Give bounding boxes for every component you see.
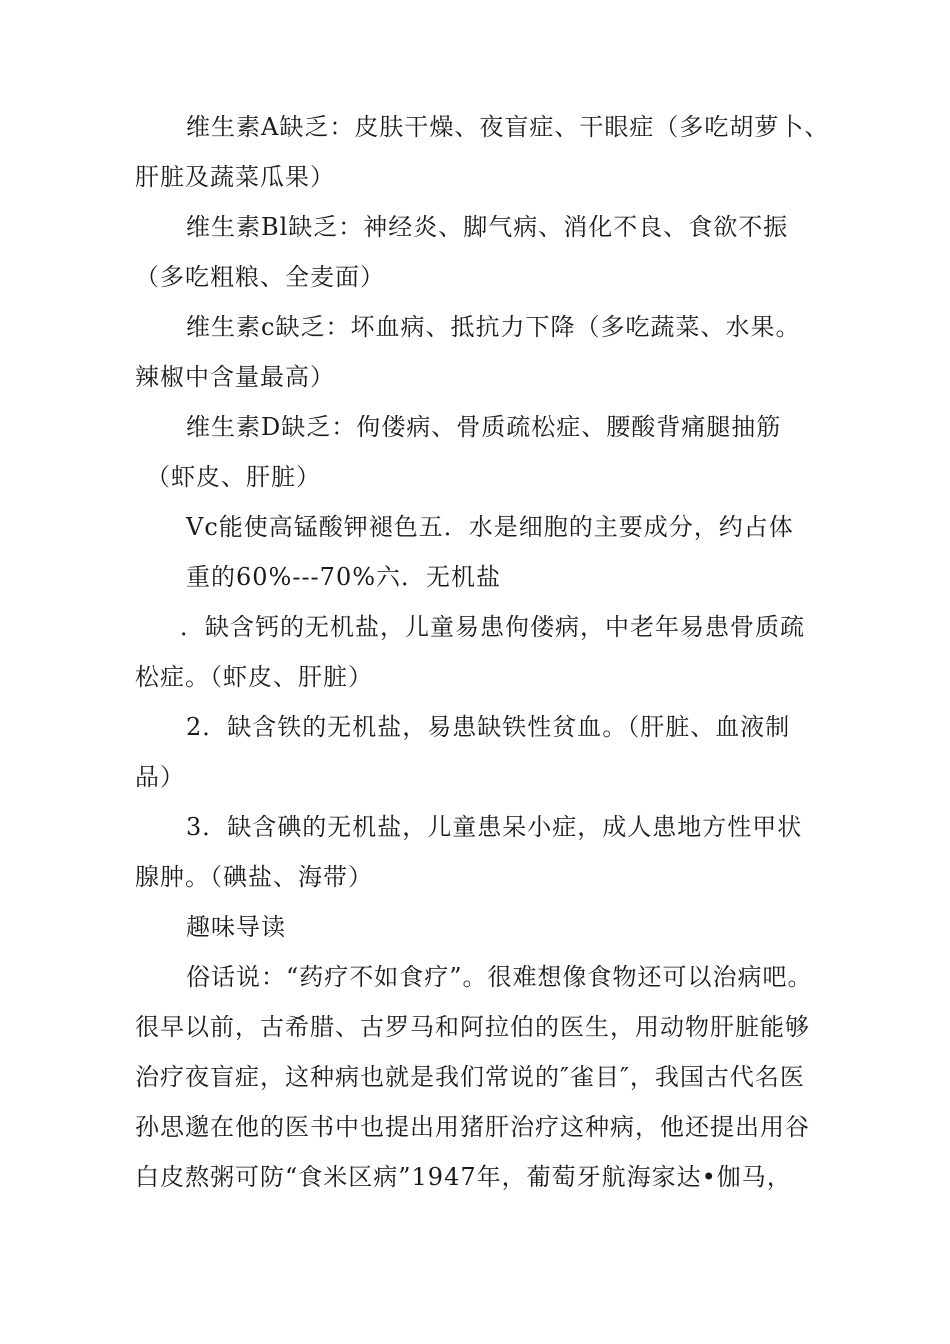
text-line-iron: 2．缺含铁的无机盐，易患缺铁性贫血。（肝脏、血液制 [186, 713, 791, 741]
text-line-vitamin-d: 维生素D缺乏：佝偻病、骨质疏松症、腰酸背痛腿抽筋 [186, 413, 782, 441]
text-line-vitamin-b1: 维生素Bl缺乏：神经炎、脚气病、消化不良、食欲不振 [186, 213, 789, 241]
text-line-history-3: 孙思邈在他的医书中也提出用猪肝治疗这种病，他还提出用谷 [135, 1113, 810, 1141]
text-line-calcium-cont: 松症。（虾皮、肝脏） [135, 663, 373, 691]
section-heading: 趣味导读 [186, 913, 286, 941]
text-line-calcium: ．缺含钙的无机盐，儿童易患佝偻病，中老年易患骨质疏 [180, 613, 805, 641]
text-line-vitamin-d-cont: （虾皮、肝脏） [146, 463, 321, 491]
text-line-iron-cont: 品） [135, 763, 185, 791]
text-line-water-cont: 重的60%---70%六．无机盐 [186, 563, 502, 591]
text-line-iodine-cont: 腺肿。（碘盐、海带） [135, 863, 373, 891]
text-line-vitamin-c-cont: 辣椒中含量最高） [135, 363, 335, 391]
text-line-iodine: 3．缺含碘的无机盐，儿童患呆小症，成人患地方性甲状 [186, 813, 803, 841]
text-line-history-2: 治疗夜盲症，这种病也就是我们常说的″雀目″，我国古代名医 [135, 1063, 805, 1091]
text-line-history-1: 很早以前，古希腊、古罗马和阿拉伯的医生，用动物肝脏能够 [135, 1013, 810, 1041]
text-line-vitamin-a-cont: 肝脏及蔬菜瓜果） [135, 163, 335, 191]
text-line-proverb: 俗话说：“药疗不如食疗”。很难想像食物还可以治病吧。 [186, 963, 813, 991]
text-line-vitamin-c: 维生素c缺乏：坏血病、抵抗力下降（多吃蔬菜、水果。 [186, 313, 801, 341]
text-line-history-4: 白皮熬粥可防“食米区病”1947年，葡萄牙航海家达•伽马， [135, 1163, 792, 1191]
text-line-vc-water: Vc能使高锰酸钾褪色五．水是细胞的主要成分，约占体 [186, 513, 794, 541]
text-line-vitamin-b1-cont: （多吃粗粮、全麦面） [135, 263, 385, 291]
text-line-vitamin-a: 维生素A缺乏：皮肤干燥、夜盲症、干眼症（多吃胡萝卜、 [186, 113, 830, 141]
